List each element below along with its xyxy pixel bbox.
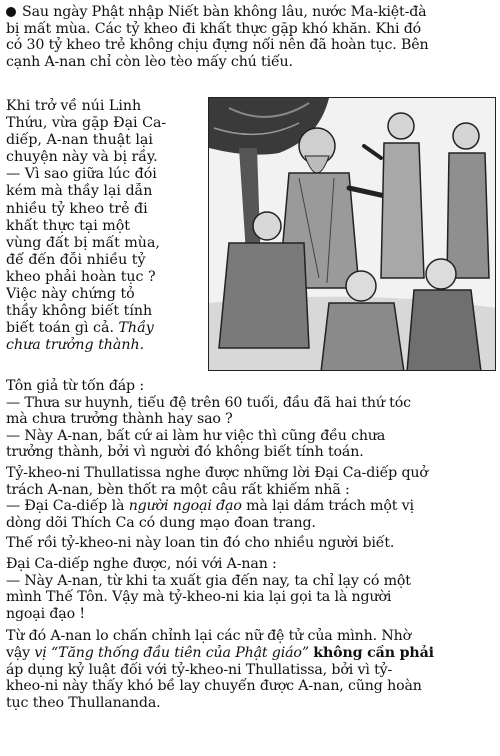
- body-paragraphs: [6, 378, 494, 711]
- intro-paragraph: [6, 4, 494, 70]
- intro-line: bị mất mùa. Các tỷ kheo đi khất thực gặp khó khăn. Khi đó: [6, 20, 422, 37]
- intro-line: Sau ngày Phật nhập Niết bàn không lâu, nước Ma-kiệt-đà: [22, 4, 427, 20]
- body-line: ngoại đạo !: [6, 605, 85, 622]
- final-line: áp dụng kỷ luật đối với tỷ-kheo-ni Thullatissa, bởi vì tỷ-: [6, 661, 393, 678]
- body-line: Thế rồi tỷ-kheo-ni này loan tin đó cho nhiều người biết.: [6, 535, 395, 552]
- quote-part: mà lại dám trách một vị: [246, 498, 414, 515]
- final-line: tục theo Thullananda.: [6, 694, 161, 711]
- body-line: Tỷ-kheo-ni Thullatissa nghe được những lời Đại Ca-diếp quở: [6, 464, 428, 481]
- left-line: Thứu, vừa gặp Đại Ca-: [6, 115, 167, 132]
- monks-illustration: [208, 97, 496, 371]
- body-line: Từ đó A-nan lo chấn chỉnh lại các nữ đệ tử của mình. Nhờ: [6, 628, 411, 645]
- body-line: Tôn giả từ tốn đáp :: [6, 378, 144, 394]
- body-line: — Này A-nan, bất cứ ai làm hư việc thì cũng đều chưa: [6, 427, 386, 444]
- body-line: — Này A-nan, từ khi ta xuất gia đến nay, ta chỉ lạy có một: [6, 572, 411, 589]
- left-line: để đến đỗi nhiều tỷ: [6, 251, 146, 268]
- body-line: Đại Ca-diếp nghe được, nói với A-nan :: [6, 555, 277, 572]
- left-line: Việc này chứng tỏ: [6, 286, 135, 303]
- body-line: dòng dõi Thích Ca có dung mạo đoan trang.: [6, 514, 316, 531]
- left-line: kém mà thầy lại dẫn: [6, 183, 153, 200]
- left-line: khất thực tại một: [6, 217, 130, 234]
- final-italic: vị “Tăng thống đầu tiên của Phật giáo”: [34, 644, 309, 661]
- left-line: diếp, A-nan thuật lại: [6, 132, 153, 149]
- left-line: chuyện này và bị rầy.: [6, 149, 158, 166]
- intro-line: có 30 tỷ kheo trẻ không chịu đựng nổi nên đã hoàn tục. Bên: [6, 37, 429, 54]
- intro-line: cạnh A-nan chỉ còn lèo tèo mấy chú tiểu.: [6, 53, 293, 70]
- body-line: trách A-nan, bèn thốt ra một câu rất khiếm nhã :: [6, 481, 350, 498]
- body-line: trưởng thành, bởi vì người đó không biết tính toán.: [6, 444, 364, 461]
- body-line: mình Thế Tôn. Vậy mà tỷ-kheo-ni kia lại gọi ta là người: [6, 589, 392, 606]
- left-line: Khi trở về núi Linh: [6, 98, 142, 114]
- left-line: — Vì sao giữa lúc đói: [6, 166, 157, 183]
- bullet-icon: [6, 7, 16, 17]
- body-line: — Thưa sư huynh, tiểu đệ trên 60 tuổi, đầu đã hai thứ tóc: [6, 394, 411, 411]
- final-line: kheo-ni này thấy khó bề lay chuyển được A-nan, cũng hoàn: [6, 678, 422, 695]
- left-line: vùng đất bị mất mùa,: [6, 234, 160, 251]
- left-italic-line: chưa trưởng thành.: [6, 337, 145, 354]
- left-line: nhiều tỷ kheo trẻ đi: [6, 200, 148, 217]
- final-part: không cần phải: [313, 644, 434, 661]
- monks-drawing: [209, 98, 496, 371]
- quote-italic: người ngoại đạo: [128, 498, 242, 515]
- body-line: mà chưa trưởng thành hay sao ?: [6, 411, 233, 428]
- left-line: kheo phải hoàn tục ?: [6, 268, 156, 285]
- left-line: biết toán gì cả.: [6, 320, 114, 337]
- quote-part: — Đại Ca-diếp là: [6, 498, 125, 515]
- left-italic-word: Thầy: [118, 320, 154, 337]
- final-part: vậy: [6, 644, 31, 661]
- left-column-text: [6, 98, 202, 354]
- left-line: thầy không biết tính: [6, 303, 153, 320]
